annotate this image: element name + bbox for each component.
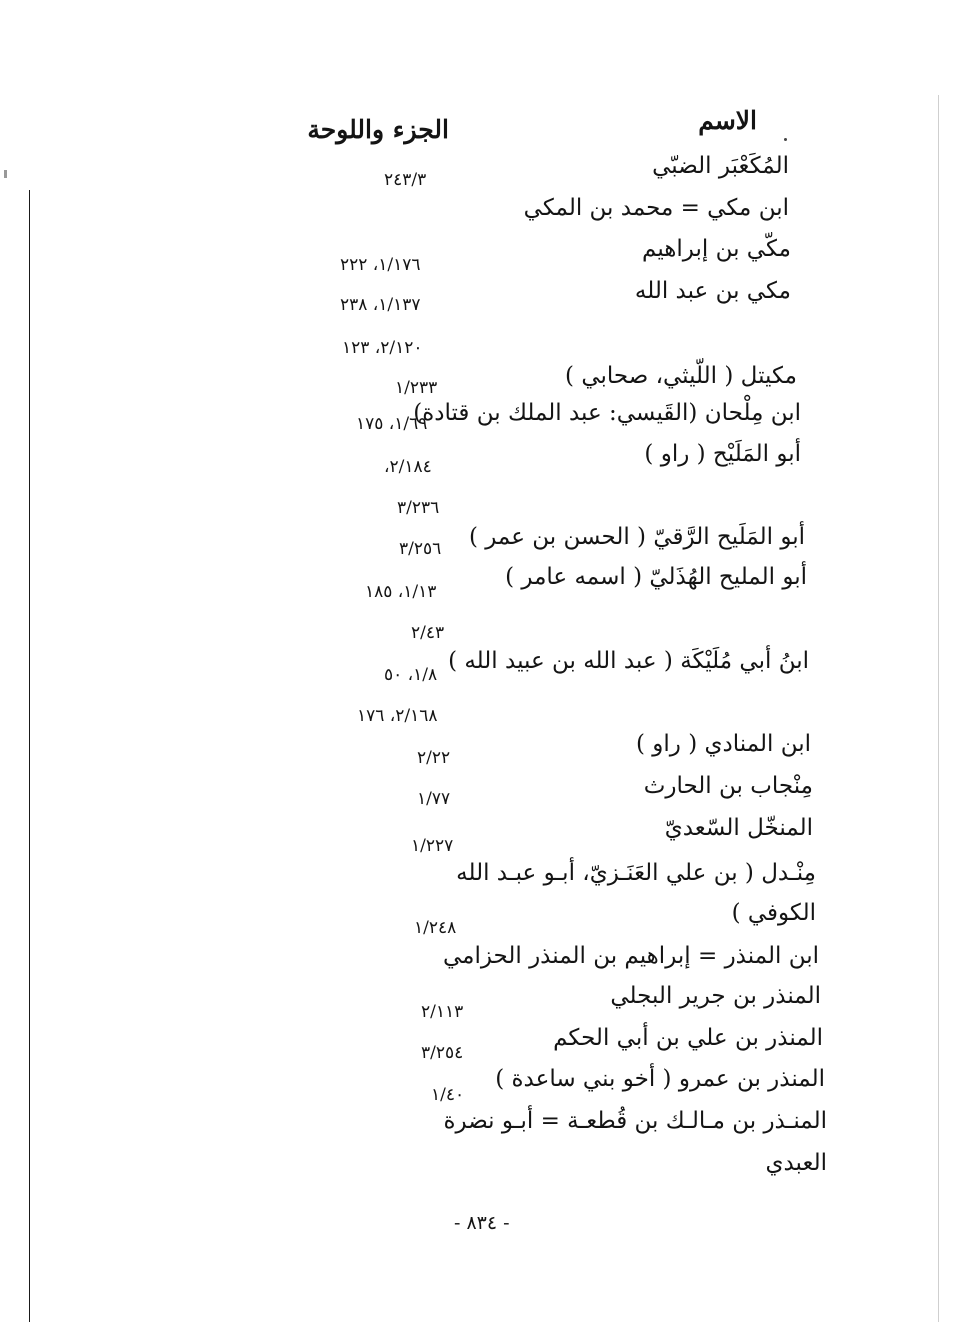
ref-entry: ٢/١٢٠، ١٢٣	[342, 338, 423, 358]
name-entry: ابنُ أبي مُلَيْكَة ( عبد الله بن عبيد الله )	[448, 648, 809, 674]
name-entry: مكّي بن إبراهيم	[642, 236, 791, 262]
ref-entry: ١/١٧٦، ٢٢٢	[340, 255, 421, 275]
name-entry: أبو المَلَيْح ( راو )	[644, 441, 801, 467]
name-entry: ابن مكي = محمد بن المكي	[523, 195, 789, 221]
ref-entry: ١/١٣٧، ٢٣٨	[340, 295, 421, 315]
scan-edge-right	[938, 95, 939, 1322]
ref-entry: ١/٢٤٨	[414, 918, 457, 938]
scan-edge-left	[29, 190, 30, 1322]
ref-entry: ٣/٢٣٦	[397, 498, 440, 518]
ref-column-header: الجزء واللوحة	[307, 115, 449, 144]
page-number: - ٨٣٤ -	[454, 1212, 510, 1234]
ref-entry: ١/٢٣٣	[395, 378, 438, 398]
name-entry: المنخّل السّعديّ	[664, 815, 813, 841]
name-entry: مكيتل ( اللّيثي، صحابي )	[565, 363, 797, 389]
name-entry: أبو المَلَيح الرَّقيّ ( الحسن بن عمر )	[468, 524, 805, 550]
name-entry: ابن مِلْحان (القَيسي: عبد الملك بن قتادة)	[413, 400, 801, 426]
ref-entry: ٢/١٨٤،	[384, 457, 432, 477]
ref-entry: ١/٦٩، ١٧٥	[356, 414, 428, 434]
name-entry: ابن المنذر = إبراهيم بن المنذر الحزامي	[442, 943, 819, 969]
ref-entry: ١/١٣، ١٨٥	[365, 582, 437, 602]
name-entry: المنذر بن علي بن أبي الحكم	[553, 1025, 823, 1051]
name-entry: المنذر بن عمرو ( أخو بني ساعدة )	[495, 1066, 825, 1092]
name-entry: مِنْـدل ( بن علي العَنَـزيّ، أبـو عبـد الله	[456, 860, 816, 886]
scan-dot	[784, 138, 787, 141]
name-column-header: الاسم	[698, 106, 757, 135]
ref-entry: ٣/٢٥٤	[421, 1043, 464, 1063]
name-entry: المنذر بن جرير البجلي	[610, 983, 821, 1009]
ref-entry: ١/٤٠	[431, 1085, 465, 1105]
name-entry: ابن المنادي ( راو )	[636, 731, 811, 757]
ref-entry: ٢/١١٣	[421, 1002, 464, 1022]
name-entry: مكي بن عبد الله	[634, 278, 791, 304]
scan-mark	[4, 170, 7, 178]
name-entry: الكوفي )	[731, 900, 816, 926]
ref-entry: ٢/١٦٨، ١٧٦	[357, 706, 438, 726]
name-entry: المنـذر بن مـالـك بن قُطعـة = أبـو نضرة	[443, 1108, 827, 1134]
ref-entry: ٣/٢٥٦	[399, 539, 442, 559]
name-entry: أبو المليح الهُذَليّ ( اسمه عامر )	[505, 564, 807, 590]
ref-entry: ١/٧٧	[417, 789, 451, 809]
ref-entry: ٢٤٣/٣	[384, 170, 427, 190]
ref-entry: ١/٨، ٥٠	[384, 665, 438, 685]
ref-entry: ٢/٢٢	[417, 748, 451, 768]
ref-entry: ٢/٤٣	[411, 623, 445, 643]
name-entry: مِنْجاب بن الحارث	[643, 773, 813, 799]
name-entry: العبدي	[765, 1150, 827, 1176]
ref-entry: ١/٢٢٧	[411, 836, 454, 856]
name-entry: المُكَعْبَر الضبّي	[652, 153, 789, 179]
